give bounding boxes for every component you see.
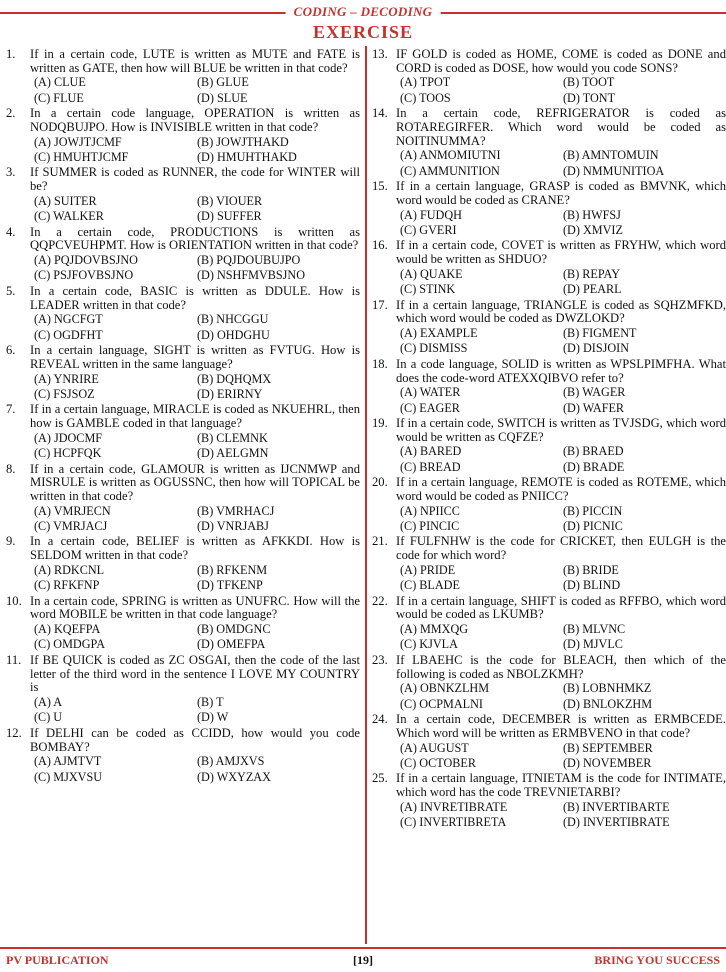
tagline: BRING YOU SUCCESS	[594, 953, 720, 967]
question-text: If in a certain language, GRASP is coded as BMVNK, which word would be coded as CRANE?	[396, 179, 726, 207]
footer-rule	[0, 947, 726, 949]
answer-options	[6, 372, 360, 403]
question-text: If DELHI can be coded as CCIDD, how would you code BOMBAY?	[30, 725, 360, 754]
question-number: 23.	[372, 652, 388, 667]
answer-option: (D) BNLOKZHM	[563, 696, 653, 711]
answer-option: (C) OGDFHT	[34, 327, 103, 342]
answer-option: (D) OMEFPA	[197, 637, 266, 652]
answer-option: (B) GLUE	[197, 75, 249, 90]
question-row	[6, 595, 360, 622]
answer-option: (A) KQEFPA	[34, 622, 101, 637]
answer-option: (C) BLADE	[400, 578, 460, 593]
answer-option: (D) NOVEMBER	[563, 755, 652, 770]
answer-option: (A) QUAKE	[400, 266, 463, 281]
answer-option: (C) WALKER	[34, 209, 104, 224]
answer-option: (B) LOBNHMKZ	[563, 681, 652, 696]
answer-option: (A) WATER	[400, 385, 461, 400]
question-row	[372, 772, 726, 799]
question-item	[6, 535, 360, 593]
question-number: 5.	[6, 283, 16, 298]
answer-options	[372, 800, 726, 831]
question-row	[372, 535, 726, 562]
answer-option: (C) STINK	[400, 282, 456, 297]
question-text: In a code language, SOLID is written as WPSLPIMFHA. What does the code-word ATEXXQIBVO refer to?	[396, 356, 726, 385]
question-number: 11.	[6, 652, 22, 667]
answer-option: (D) NMMUNITIOA	[563, 163, 665, 178]
exercise-title: EXERCISE	[312, 22, 414, 42]
answer-option: (C) OCPMALNI	[400, 696, 483, 711]
question-text: In a certain code, PRODUCTIONS is written as QQPCVEUHPMT. How is ORIENTATION written in that code?	[30, 224, 360, 253]
question-number: 16.	[372, 238, 388, 253]
question-row	[6, 403, 360, 430]
answer-option: (A) EXAMPLE	[400, 325, 478, 340]
answer-option: (D) W	[197, 710, 229, 725]
question-number: 17.	[372, 297, 388, 312]
question-row	[372, 107, 726, 148]
question-number: 21.	[372, 534, 388, 549]
question-text: If in a certain code, SWITCH is written as TVJSDG, which word would be written as CQFZE?	[396, 416, 726, 444]
answer-option: (C) PSJFOVBSJNO	[34, 268, 134, 283]
question-number: 3.	[6, 165, 16, 180]
answer-option: (D) SLUE	[197, 90, 248, 105]
answer-option: (D) INVERTIBRATE	[563, 815, 670, 830]
question-item	[372, 239, 726, 297]
question-item	[6, 344, 360, 402]
question-item	[372, 180, 726, 238]
question-row	[372, 299, 726, 326]
answer-options	[6, 695, 360, 726]
answer-option: (C) MJXVSU	[34, 769, 103, 784]
answer-option: (A) YNRIRE	[34, 371, 99, 386]
answer-option: (D) AELGMN	[197, 446, 269, 461]
question-number: 7.	[6, 402, 16, 417]
answer-option: (D) VNRJABJ	[197, 519, 269, 534]
answer-option: (A) A	[34, 695, 63, 709]
answer-option: (C) AMMUNITION	[400, 163, 500, 178]
question-text: In a certain code, REFRIGERATOR is coded as ROTAREGIRFER. Which word would be coded as NOITINUMMA?	[396, 106, 726, 148]
question-text: In a certain language, SIGHT is written as FVTUG. How is REVEAL written in the same language?	[30, 343, 360, 371]
answer-option: (B) INVERTIBARTE	[563, 799, 670, 814]
answer-options	[372, 504, 726, 535]
question-number: 12.	[6, 725, 22, 740]
question-text: If BE QUICK is coded as ZC OSGAI, then the code of the last letter of the third word in the sentence I LOVE MY COUNTRY is	[30, 652, 360, 695]
answer-option: (D) TONT	[563, 90, 616, 105]
question-text: If SUMMER is coded as RUNNER, the code for WINTER will be?	[30, 165, 360, 194]
question-text: In a certain code, DECEMBER is written as ERMBCEDE. Which word will be written as ERMBVENO in that code?	[396, 712, 726, 740]
answer-option: (A) CLUE	[34, 75, 86, 90]
answer-option: (B) T	[197, 695, 224, 709]
answer-option: (B) REPAY	[563, 266, 621, 281]
answer-option: (A) AJMTVT	[34, 754, 102, 769]
question-number: 10.	[6, 593, 22, 608]
question-row	[372, 713, 726, 740]
question-row	[6, 285, 360, 312]
answer-option: (D) BLIND	[563, 578, 621, 593]
question-row	[372, 48, 726, 75]
question-item	[372, 595, 726, 653]
question-number: 2.	[6, 106, 16, 121]
answer-option: (D) OHDGHU	[197, 327, 270, 342]
answer-option: (A) MMXQG	[400, 622, 469, 637]
question-text: If FULFNHW is the code for CRICKET, then EULGH is the code for which word?	[396, 534, 726, 563]
question-row	[6, 107, 360, 134]
answer-option: (A) JOWJTJCMF	[34, 134, 122, 149]
answer-option: (B) DQHQMX	[197, 371, 272, 386]
answer-option: (B) HWFSJ	[563, 207, 621, 222]
answer-option: (B) VIOUER	[197, 193, 263, 208]
answer-options	[6, 312, 360, 343]
answer-option: (D) BRADE	[563, 459, 625, 474]
answer-option: (D) PICNIC	[563, 519, 623, 534]
question-row	[6, 463, 360, 504]
question-number: 19.	[372, 416, 388, 431]
answer-option: (C) OMDGPA	[34, 637, 105, 652]
answer-option: (A) ANMOMIUTNI	[400, 148, 501, 163]
answer-option: (B) CLEMNK	[197, 430, 268, 445]
question-row	[6, 535, 360, 562]
question-item	[6, 727, 360, 785]
question-number: 9.	[6, 534, 16, 549]
answer-options	[372, 622, 726, 653]
answer-option: (B) PQJDOUBUJPO	[197, 253, 301, 268]
answer-options	[6, 194, 360, 225]
answer-option: (C) U	[34, 710, 63, 725]
question-row	[372, 654, 726, 681]
answer-options	[6, 135, 360, 166]
answer-option: (A) PQJDOVBSJNO	[34, 253, 138, 268]
answer-option: (C) FLUE	[34, 90, 84, 105]
answer-option: (C) VMRJACJ	[34, 519, 108, 534]
answer-options	[6, 431, 360, 462]
answer-option: (D) NSHFMVBSJNO	[197, 268, 306, 283]
answer-option: (D) MJVLC	[563, 637, 623, 652]
question-text: In a certain code, BELIEF is written as AFKKDI. How is SELDOM written in that code?	[30, 534, 360, 563]
answer-options	[6, 504, 360, 535]
question-number: 6.	[6, 343, 16, 358]
question-item	[372, 535, 726, 593]
question-item	[6, 107, 360, 165]
question-item	[6, 403, 360, 461]
question-row	[372, 180, 726, 207]
question-text: If in a certain language, REMOTE is coded as ROTEME, which word would be coded as PNIICC?	[396, 475, 726, 503]
question-item	[372, 417, 726, 475]
question-text: In a certain code, BASIC is written as DDULE. How is LEADER written in that code?	[30, 283, 360, 312]
question-number: 1.	[6, 47, 16, 61]
answer-option: (D) HMUHTHAKD	[197, 150, 297, 165]
answer-option: (C) TOOS	[400, 90, 451, 105]
answer-options	[372, 267, 726, 298]
answer-options	[372, 75, 726, 106]
answer-option: (C) DISMISS	[400, 341, 468, 356]
answer-options	[6, 622, 360, 653]
question-text: If in a certain language, TRIANGLE is coded as SQHZMFKD, which word would be coded as DWZLOKD?	[396, 297, 726, 326]
question-item	[6, 285, 360, 343]
answer-options	[372, 208, 726, 239]
question-number: 22.	[372, 593, 388, 608]
question-item	[372, 107, 726, 179]
question-row	[372, 417, 726, 444]
answer-option: (A) BARED	[400, 444, 462, 459]
answer-options	[372, 563, 726, 594]
answer-option: (D) DISJOIN	[563, 341, 630, 356]
question-number: 24.	[372, 712, 388, 727]
answer-option: (B) BRIDE	[563, 562, 619, 577]
question-text: If in a certain code, COVET is written as FRYHW, which word would be written as SHDUO?	[396, 238, 726, 267]
answer-options	[372, 148, 726, 179]
answer-option: (A) SUITER	[34, 193, 97, 208]
answer-option: (A) NPIICC	[400, 503, 460, 518]
answer-options	[372, 326, 726, 357]
question-number: 20.	[372, 475, 388, 490]
question-row	[372, 595, 726, 622]
answer-option: (C) PINCIC	[400, 519, 460, 534]
answer-option: (B) AMNTOMUIN	[563, 148, 659, 163]
question-item	[6, 595, 360, 653]
publisher-name: PV PUBLICATION	[6, 953, 109, 967]
answer-option: (B) JOWJTHAKD	[197, 134, 289, 149]
answer-options	[372, 444, 726, 475]
question-number: 8.	[6, 461, 16, 476]
question-item	[6, 463, 360, 535]
question-text: In a certain code, SPRING is written as UNUFRC. How will the word MOBILE be written in that code language?	[30, 593, 360, 622]
answer-options	[6, 253, 360, 284]
right-column	[372, 48, 726, 832]
answer-option: (C) RFKFNP	[34, 578, 100, 593]
question-item	[372, 48, 726, 106]
answer-options	[372, 741, 726, 772]
answer-option: (C) HCPFQK	[34, 446, 102, 461]
answer-option: (C) OCTOBER	[400, 755, 476, 770]
column-divider	[365, 46, 367, 944]
answer-option: (D) WAFER	[563, 400, 625, 415]
question-item	[372, 772, 726, 830]
question-text: If LBAEHC is the code for BLEACH, then which of the following is coded as NBOLZKMH?	[396, 652, 726, 681]
answer-option: (D) ERIRNY	[197, 386, 263, 401]
question-number: 4.	[6, 224, 16, 239]
question-item	[6, 166, 360, 224]
question-row	[6, 654, 360, 695]
page-header	[0, 0, 726, 46]
question-item	[372, 654, 726, 712]
answer-option: (A) FUDQH	[400, 207, 462, 222]
answer-option: (D) SUFFER	[197, 209, 262, 224]
answer-option: (A) VMRJECN	[34, 503, 111, 518]
answer-option: (C) BREAD	[400, 459, 461, 474]
answer-option: (B) WAGER	[563, 385, 626, 400]
answer-option: (B) NHCGGU	[197, 312, 269, 327]
answer-option: (A) JDOCMF	[34, 430, 103, 445]
answer-options	[6, 563, 360, 594]
question-item	[372, 299, 726, 357]
question-item	[372, 358, 726, 416]
question-item	[372, 476, 726, 534]
answer-option: (B) AMJXVS	[197, 754, 265, 769]
answer-option: (B) PICCIN	[563, 503, 623, 518]
question-text: IF GOLD is coded as HOME, COME is coded as DONE and CORD is coded as DOSE, how would you code SONS?	[396, 47, 726, 75]
answer-option: (C) KJVLA	[400, 637, 458, 652]
left-column	[6, 48, 360, 786]
answer-option: (D) TFKENP	[197, 578, 263, 593]
answer-option: (B) VMRHACJ	[197, 503, 275, 518]
answer-option: (A) TPOT	[400, 75, 451, 90]
answer-option: (A) AUGUST	[400, 740, 469, 755]
answer-option: (B) BRAED	[563, 444, 624, 459]
question-item	[6, 226, 360, 284]
question-row	[6, 166, 360, 193]
answer-option: (B) TOOT	[563, 75, 615, 90]
page-number: [19]	[353, 953, 373, 967]
question-text: If in a certain language, ITNIETAM is the code for INTIMATE, which word has the code TREVNIETARBI?	[396, 771, 726, 800]
answer-option: (B) MLVNC	[563, 622, 626, 637]
question-number: 18.	[372, 356, 388, 371]
answer-option: (A) INVRETIBRATE	[400, 799, 508, 814]
answer-option: (A) NGCFGT	[34, 312, 103, 327]
answer-options	[6, 754, 360, 785]
question-row	[372, 239, 726, 266]
answer-options	[372, 681, 726, 712]
question-row	[6, 344, 360, 371]
answer-option: (A) OBNKZLHM	[400, 681, 490, 696]
question-item	[372, 713, 726, 771]
answer-options	[6, 75, 360, 106]
answer-option: (C) EAGER	[400, 400, 460, 415]
answer-options	[372, 385, 726, 416]
section-title: CODING – DECODING	[286, 4, 441, 20]
answer-option: (B) SEPTEMBER	[563, 740, 653, 755]
answer-option: (B) FIGMENT	[563, 325, 637, 340]
question-text: If in a certain language, SHIFT is coded as RFFBO, which word would be coded as LKUMB?	[396, 593, 726, 622]
question-row	[6, 226, 360, 253]
question-row	[372, 476, 726, 503]
answer-option: (B) OMDGNC	[197, 622, 271, 637]
answer-option: (B) RFKENM	[197, 562, 268, 577]
question-row	[6, 48, 360, 75]
question-number: 14.	[372, 106, 388, 121]
answer-option: (C) FSJSOZ	[34, 386, 95, 401]
answer-option: (C) INVERTIBRETA	[400, 815, 507, 830]
question-number: 13.	[372, 47, 388, 61]
question-item	[6, 654, 360, 726]
answer-option: (C) HMUHTJCMF	[34, 150, 129, 165]
answer-option: (C) GVERI	[400, 222, 457, 237]
question-item	[6, 48, 360, 106]
question-number: 25.	[372, 771, 388, 786]
answer-option: (A) PRIDE	[400, 562, 456, 577]
answer-option: (D) PEARL	[563, 282, 622, 297]
question-text: In a certain code language, OPERATION is written as NODQBUJPO. How is INVISIBLE written in that code?	[30, 106, 360, 134]
question-text: If in a certain language, MIRACLE is coded as NKUEHRL, then how is GAMBLE coded in that language?	[30, 402, 360, 431]
question-number: 15.	[372, 179, 388, 194]
question-text: If in a certain code, GLAMOUR is written as IJCNMWP and MISRULE is written as OGUSSNC, then how will TOPICAL be written in that code?	[30, 461, 360, 503]
answer-option: (D) WXYZAX	[197, 769, 271, 784]
question-row	[6, 727, 360, 754]
question-text: If in a certain code, LUTE is written as MUTE and FATE is written as GATE, then how will BLUE be written in that code?	[30, 47, 360, 75]
question-row	[372, 358, 726, 385]
answer-option: (A) RDKCNL	[34, 562, 105, 577]
answer-option: (D) XMVIZ	[563, 222, 623, 237]
